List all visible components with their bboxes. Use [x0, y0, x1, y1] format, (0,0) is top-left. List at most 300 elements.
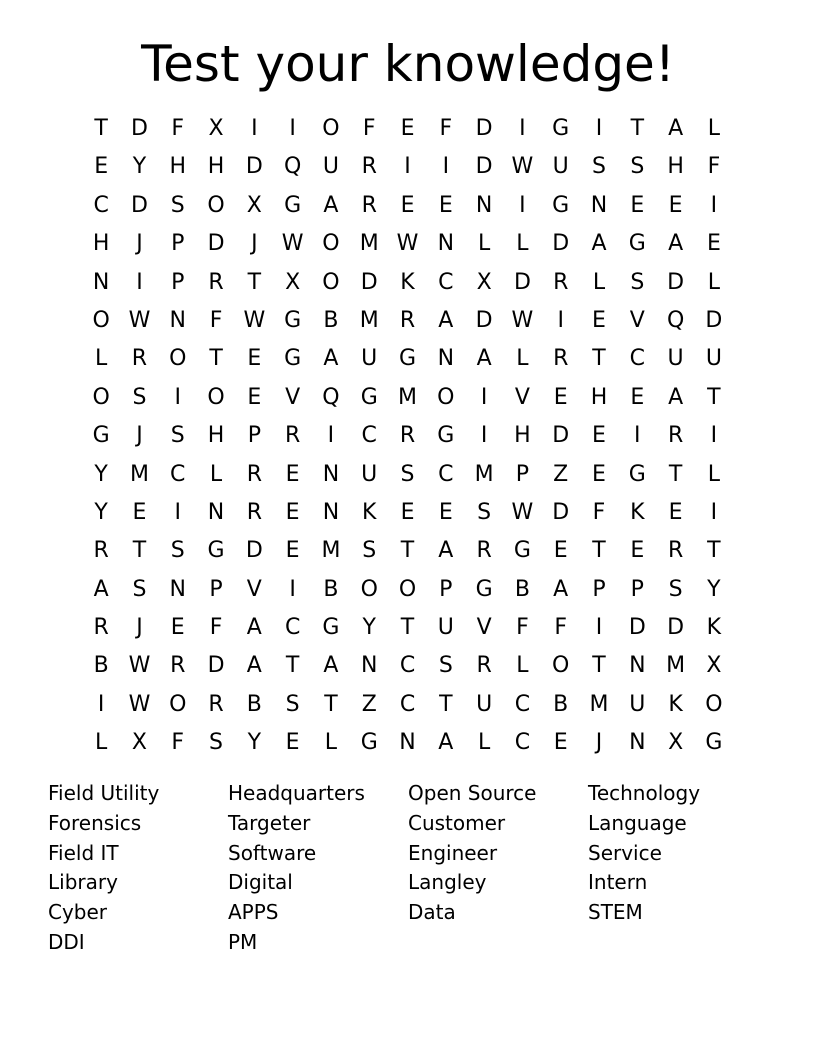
- grid-letter[interactable]: O: [322, 231, 340, 257]
- grid-letter[interactable]: C: [93, 192, 109, 218]
- grid-letter[interactable]: B: [323, 307, 339, 333]
- grid-letter[interactable]: T: [592, 653, 606, 679]
- grid-letter[interactable]: R: [361, 154, 377, 180]
- grid-letter[interactable]: I: [136, 269, 143, 295]
- grid-letter[interactable]: Y: [132, 154, 147, 180]
- grid-letter[interactable]: F: [439, 116, 453, 141]
- grid-letter[interactable]: I: [634, 423, 641, 449]
- word-list-item: Library: [48, 870, 118, 895]
- grid-letter[interactable]: Q: [666, 307, 685, 333]
- grid-letter[interactable]: T: [94, 116, 108, 141]
- grid-letter[interactable]: M: [474, 461, 494, 487]
- grid-letter[interactable]: W: [396, 231, 419, 257]
- grid-letter[interactable]: A: [591, 231, 607, 257]
- grid-letter[interactable]: F: [592, 499, 606, 525]
- grid-letter[interactable]: G: [284, 307, 302, 333]
- grid-letter[interactable]: S: [630, 269, 645, 295]
- grid-letter[interactable]: G: [437, 423, 455, 449]
- grid-letter[interactable]: A: [668, 116, 684, 141]
- word-list-item: Engineer: [408, 840, 498, 865]
- grid-letter[interactable]: W: [281, 231, 304, 257]
- grid-letter[interactable]: T: [592, 538, 606, 564]
- grid-letter[interactable]: U: [629, 691, 646, 717]
- grid-letter[interactable]: P: [630, 576, 644, 602]
- grid-letter[interactable]: H: [667, 154, 684, 180]
- grid-letter[interactable]: L: [516, 653, 529, 679]
- grid-letter[interactable]: J: [595, 730, 603, 756]
- grid-letter[interactable]: B: [553, 691, 569, 717]
- grid-letter[interactable]: V: [514, 384, 530, 410]
- grid-letter[interactable]: R: [667, 538, 684, 564]
- grid-letter[interactable]: T: [132, 538, 147, 564]
- grid-letter[interactable]: A: [553, 576, 569, 602]
- grid-letter[interactable]: A: [668, 384, 684, 410]
- grid-letter[interactable]: E: [630, 192, 645, 218]
- grid-letter[interactable]: T: [285, 653, 300, 679]
- grid-letter[interactable]: E: [285, 538, 300, 564]
- grid-letter[interactable]: C: [399, 653, 416, 679]
- grid-letter[interactable]: K: [630, 499, 645, 525]
- grid-letter[interactable]: Y: [94, 461, 108, 487]
- grid-letter[interactable]: A: [246, 653, 262, 679]
- grid-letter[interactable]: E: [592, 461, 606, 487]
- grid-letter[interactable]: E: [553, 538, 568, 564]
- grid-letter[interactable]: I: [174, 499, 181, 525]
- grid-letter[interactable]: S: [209, 730, 224, 756]
- grid-letter[interactable]: E: [400, 192, 415, 218]
- grid-letter[interactable]: E: [170, 615, 185, 641]
- grid-letter[interactable]: O: [322, 116, 340, 141]
- grid-letter[interactable]: I: [595, 116, 603, 141]
- grid-letter[interactable]: D: [705, 307, 723, 333]
- grid-letter[interactable]: S: [592, 154, 606, 180]
- grid-letter[interactable]: Z: [361, 691, 377, 717]
- word-list-item: Intern: [588, 870, 648, 895]
- grid-letter[interactable]: V: [285, 384, 301, 410]
- grid-letter[interactable]: R: [246, 499, 262, 525]
- grid-letter[interactable]: N: [399, 730, 416, 756]
- grid-letter[interactable]: T: [400, 538, 415, 564]
- grid-letter[interactable]: H: [590, 384, 608, 410]
- grid-letter[interactable]: S: [132, 384, 147, 410]
- grid-letter[interactable]: S: [170, 423, 185, 449]
- grid-letter[interactable]: V: [629, 307, 645, 333]
- grid-letter[interactable]: J: [136, 231, 143, 257]
- grid-letter[interactable]: P: [209, 576, 223, 602]
- grid-letter[interactable]: D: [475, 307, 493, 333]
- grid-letter[interactable]: O: [322, 269, 340, 295]
- grid-letter[interactable]: N: [360, 653, 378, 679]
- grid-letter[interactable]: G: [92, 423, 110, 449]
- word-list-item: APPS: [228, 900, 279, 925]
- grid-letter[interactable]: G: [552, 116, 570, 141]
- grid-letter[interactable]: A: [438, 307, 454, 333]
- grid-letter[interactable]: L: [95, 730, 108, 756]
- grid-letter[interactable]: I: [480, 423, 488, 449]
- grid-letter[interactable]: R: [208, 269, 224, 295]
- grid-letter[interactable]: O: [437, 384, 455, 410]
- grid-letter[interactable]: D: [245, 154, 263, 180]
- grid-letter[interactable]: F: [209, 307, 223, 333]
- grid-letter[interactable]: I: [174, 384, 181, 410]
- grid-letter[interactable]: H: [514, 423, 531, 449]
- grid-letter[interactable]: U: [552, 154, 569, 180]
- grid-letter[interactable]: Q: [322, 384, 340, 410]
- grid-letter[interactable]: A: [323, 653, 339, 679]
- grid-letter[interactable]: N: [169, 576, 186, 602]
- grid-letter[interactable]: A: [668, 231, 684, 257]
- grid-letter[interactable]: F: [554, 615, 568, 641]
- grid-letter[interactable]: G: [705, 730, 723, 756]
- grid-letter[interactable]: E: [630, 538, 645, 564]
- grid-letter[interactable]: V: [476, 615, 492, 641]
- grid-letter[interactable]: A: [438, 730, 454, 756]
- grid-letter[interactable]: R: [476, 538, 492, 564]
- grid-letter[interactable]: U: [476, 691, 493, 717]
- grid-letter[interactable]: X: [246, 192, 262, 218]
- grid-letter[interactable]: T: [209, 346, 223, 372]
- grid-letter[interactable]: C: [170, 461, 186, 487]
- grid-letter[interactable]: Z: [553, 461, 569, 487]
- grid-letter[interactable]: E: [438, 499, 453, 525]
- grid-letter[interactable]: X: [131, 730, 147, 756]
- grid-letter[interactable]: I: [97, 691, 105, 717]
- grid-letter[interactable]: D: [207, 231, 225, 257]
- grid-letter[interactable]: W: [128, 691, 151, 717]
- grid-letter[interactable]: I: [251, 116, 258, 141]
- grid-letter[interactable]: B: [323, 576, 339, 602]
- grid-letter[interactable]: T: [707, 538, 721, 564]
- grid-letter[interactable]: L: [209, 461, 223, 487]
- grid-letter[interactable]: E: [668, 499, 683, 525]
- grid-letter[interactable]: L: [707, 116, 721, 141]
- grid-letter[interactable]: H: [169, 154, 187, 180]
- grid-letter[interactable]: D: [628, 615, 646, 641]
- grid-letter[interactable]: N: [475, 192, 493, 218]
- grid-letter[interactable]: X: [668, 730, 684, 756]
- grid-letter[interactable]: R: [131, 346, 148, 372]
- grid-letter[interactable]: C: [514, 691, 531, 717]
- grid-letter[interactable]: L: [477, 231, 491, 257]
- grid-letter[interactable]: E: [400, 116, 415, 141]
- grid-letter[interactable]: E: [94, 154, 109, 180]
- grid-letter[interactable]: W: [511, 154, 534, 180]
- grid-letter[interactable]: W: [128, 653, 151, 679]
- grid-letter[interactable]: R: [208, 691, 224, 717]
- grid-letter[interactable]: V: [246, 576, 262, 602]
- grid-letter[interactable]: U: [361, 346, 378, 372]
- grid-letter[interactable]: E: [630, 384, 645, 410]
- grid-letter[interactable]: B: [514, 576, 530, 602]
- grid-letter[interactable]: P: [247, 423, 261, 449]
- grid-letter[interactable]: G: [360, 730, 378, 756]
- grid-letter[interactable]: R: [399, 423, 416, 449]
- grid-letter[interactable]: R: [246, 461, 262, 487]
- grid-letter[interactable]: J: [251, 231, 258, 257]
- grid-letter[interactable]: E: [553, 384, 568, 410]
- grid-letter[interactable]: R: [553, 269, 569, 295]
- grid-letter[interactable]: S: [400, 461, 415, 487]
- grid-letter[interactable]: R: [361, 192, 377, 218]
- grid-letter[interactable]: E: [592, 307, 606, 333]
- word-list-item: Targeter: [228, 810, 311, 835]
- grid-letter[interactable]: A: [246, 615, 262, 641]
- grid-letter[interactable]: E: [592, 423, 606, 449]
- grid-letter[interactable]: R: [170, 653, 186, 679]
- grid-letter[interactable]: G: [322, 615, 340, 641]
- grid-letter[interactable]: F: [516, 615, 529, 641]
- grid-letter[interactable]: K: [706, 615, 722, 641]
- grid-letter[interactable]: M: [359, 307, 379, 333]
- grid-letter[interactable]: L: [592, 269, 606, 295]
- grid-letter[interactable]: R: [476, 653, 492, 679]
- grid-letter[interactable]: J: [136, 615, 143, 641]
- grid-letter[interactable]: A: [323, 346, 339, 372]
- grid-letter[interactable]: O: [169, 346, 187, 372]
- grid-letter[interactable]: L: [477, 730, 491, 756]
- grid-letter[interactable]: G: [398, 346, 417, 372]
- grid-letter[interactable]: T: [439, 691, 453, 717]
- grid-letter[interactable]: D: [245, 538, 263, 564]
- grid-letter[interactable]: E: [285, 461, 300, 487]
- grid-letter[interactable]: N: [322, 461, 340, 487]
- grid-letter[interactable]: P: [515, 461, 530, 487]
- grid-letter[interactable]: N: [629, 730, 646, 756]
- grid-letter[interactable]: D: [207, 653, 225, 679]
- grid-letter[interactable]: T: [592, 346, 606, 372]
- grid-letter[interactable]: I: [595, 615, 603, 641]
- grid-letter[interactable]: M: [666, 653, 686, 679]
- grid-letter[interactable]: K: [362, 499, 377, 525]
- grid-letter[interactable]: I: [289, 576, 296, 602]
- grid-letter[interactable]: O: [360, 576, 378, 602]
- grid-letter[interactable]: I: [710, 423, 718, 449]
- grid-letter[interactable]: T: [324, 691, 338, 717]
- grid-letter[interactable]: S: [132, 576, 147, 602]
- grid-letter[interactable]: W: [243, 307, 266, 333]
- grid-letter[interactable]: Y: [707, 576, 721, 602]
- grid-letter[interactable]: M: [359, 231, 379, 257]
- grid-letter[interactable]: I: [442, 154, 450, 180]
- grid-letter[interactable]: L: [324, 730, 338, 756]
- grid-letter[interactable]: C: [629, 346, 645, 372]
- grid-letter[interactable]: P: [171, 269, 185, 295]
- grid-letter[interactable]: S: [477, 499, 492, 525]
- grid-letter[interactable]: O: [705, 691, 723, 717]
- grid-letter[interactable]: G: [552, 192, 570, 218]
- grid-letter[interactable]: I: [404, 154, 411, 180]
- grid-letter[interactable]: I: [710, 192, 718, 218]
- grid-letter[interactable]: E: [247, 384, 262, 410]
- grid-letter[interactable]: U: [322, 154, 339, 180]
- grid-letter[interactable]: E: [285, 730, 300, 756]
- grid-letter[interactable]: N: [590, 192, 608, 218]
- grid-letter[interactable]: X: [706, 653, 722, 679]
- grid-letter[interactable]: W: [511, 307, 534, 333]
- grid-letter[interactable]: A: [438, 538, 454, 564]
- grid-letter[interactable]: D: [552, 423, 570, 449]
- grid-letter[interactable]: G: [628, 461, 646, 487]
- word-list-item: Customer: [408, 810, 506, 835]
- grid-letter[interactable]: N: [437, 231, 455, 257]
- grid-letter[interactable]: N: [437, 346, 455, 372]
- grid-letter[interactable]: P: [592, 576, 606, 602]
- grid-letter[interactable]: G: [628, 231, 646, 257]
- grid-letter[interactable]: U: [667, 346, 684, 372]
- grid-letter[interactable]: D: [513, 269, 531, 295]
- grid-letter[interactable]: E: [247, 346, 262, 372]
- grid-letter[interactable]: E: [400, 499, 415, 525]
- grid-letter[interactable]: N: [92, 269, 110, 295]
- grid-letter[interactable]: G: [360, 384, 378, 410]
- grid-letter[interactable]: F: [171, 730, 185, 756]
- grid-letter[interactable]: O: [207, 384, 225, 410]
- grid-letter[interactable]: X: [476, 269, 492, 295]
- grid-letter[interactable]: T: [400, 615, 415, 641]
- grid-letter[interactable]: R: [93, 538, 109, 564]
- grid-letter[interactable]: O: [92, 307, 110, 333]
- grid-letter[interactable]: I: [519, 192, 526, 218]
- grid-letter[interactable]: H: [207, 423, 225, 449]
- grid-letter[interactable]: T: [630, 116, 645, 141]
- grid-letter[interactable]: I: [327, 423, 335, 449]
- grid-letter[interactable]: U: [705, 346, 722, 372]
- grid-letter[interactable]: N: [629, 653, 646, 679]
- grid-letter[interactable]: R: [284, 423, 301, 449]
- word-list-item: DDI: [48, 929, 85, 954]
- grid-letter[interactable]: I: [289, 116, 296, 141]
- grid-letter[interactable]: M: [129, 461, 149, 487]
- grid-letter[interactable]: O: [552, 653, 570, 679]
- grid-letter[interactable]: Y: [362, 615, 376, 641]
- grid-letter[interactable]: R: [399, 307, 416, 333]
- grid-letter[interactable]: U: [437, 615, 454, 641]
- grid-letter[interactable]: R: [93, 615, 109, 641]
- grid-letter[interactable]: E: [285, 499, 300, 525]
- grid-letter[interactable]: C: [438, 269, 454, 295]
- grid-letter[interactable]: M: [398, 384, 418, 410]
- grid-letter[interactable]: D: [667, 615, 685, 641]
- grid-letter[interactable]: E: [132, 499, 147, 525]
- grid-letter[interactable]: P: [171, 231, 185, 257]
- grid-letter[interactable]: C: [399, 691, 416, 717]
- grid-letter[interactable]: D: [130, 192, 148, 218]
- grid-letter[interactable]: W: [511, 499, 534, 525]
- grid-letter[interactable]: R: [553, 346, 569, 372]
- grid-letter[interactable]: D: [667, 269, 685, 295]
- grid-letter[interactable]: I: [480, 384, 488, 410]
- grid-letter[interactable]: E: [706, 231, 721, 257]
- grid-letter[interactable]: E: [668, 192, 683, 218]
- grid-letter[interactable]: X: [285, 269, 301, 295]
- grid-letter[interactable]: Q: [283, 154, 302, 180]
- grid-letter[interactable]: I: [519, 116, 526, 141]
- grid-letter[interactable]: J: [136, 423, 143, 449]
- grid-letter[interactable]: R: [667, 423, 684, 449]
- grid-letter[interactable]: D: [552, 499, 570, 525]
- grid-letter[interactable]: E: [553, 730, 568, 756]
- grid-letter[interactable]: D: [475, 154, 493, 180]
- grid-letter[interactable]: K: [400, 269, 415, 295]
- grid-letter[interactable]: S: [668, 576, 683, 602]
- grid-letter[interactable]: G: [284, 192, 302, 218]
- grid-letter[interactable]: S: [438, 653, 453, 679]
- grid-letter[interactable]: E: [438, 192, 453, 218]
- grid-letter[interactable]: D: [130, 116, 148, 141]
- grid-letter[interactable]: O: [92, 384, 110, 410]
- grid-letter[interactable]: L: [707, 461, 721, 487]
- grid-letter[interactable]: F: [362, 116, 376, 141]
- grid-letter[interactable]: M: [321, 538, 341, 564]
- grid-letter[interactable]: I: [557, 307, 564, 333]
- grid-letter[interactable]: C: [438, 461, 454, 487]
- word-list-item: Technology: [588, 781, 701, 805]
- grid-letter[interactable]: W: [128, 307, 151, 333]
- grid-letter[interactable]: A: [323, 192, 339, 218]
- grid-letter[interactable]: S: [285, 691, 300, 717]
- grid-letter[interactable]: S: [170, 538, 185, 564]
- grid-letter[interactable]: L: [516, 346, 529, 372]
- letter-grid[interactable]: [82, 110, 733, 763]
- grid-letter[interactable]: M: [589, 691, 609, 717]
- grid-letter[interactable]: B: [93, 653, 109, 679]
- grid-letter[interactable]: O: [207, 192, 225, 218]
- grid-letter[interactable]: H: [207, 154, 225, 180]
- grid-letter[interactable]: K: [668, 691, 683, 717]
- grid-letter[interactable]: D: [475, 116, 493, 141]
- grid-letter[interactable]: H: [92, 231, 110, 257]
- grid-letter[interactable]: U: [361, 461, 378, 487]
- word-list-item: Digital: [228, 870, 293, 895]
- grid-letter[interactable]: I: [710, 499, 718, 525]
- grid-letter[interactable]: X: [208, 116, 224, 141]
- grid-letter[interactable]: C: [514, 730, 531, 756]
- grid-letter[interactable]: F: [209, 615, 223, 641]
- grid-letter[interactable]: L: [95, 346, 108, 372]
- grid-letter[interactable]: C: [361, 423, 377, 449]
- grid-letter[interactable]: T: [668, 461, 683, 487]
- grid-letter[interactable]: G: [475, 576, 493, 602]
- grid-letter[interactable]: A: [476, 346, 492, 372]
- grid-letter[interactable]: Y: [94, 499, 108, 525]
- grid-letter[interactable]: P: [439, 576, 453, 602]
- grid-letter[interactable]: F: [171, 116, 185, 141]
- grid-letter[interactable]: O: [169, 691, 187, 717]
- grid-letter[interactable]: L: [516, 231, 529, 257]
- grid-letter[interactable]: G: [207, 538, 225, 564]
- grid-letter[interactable]: D: [552, 231, 570, 257]
- grid-letter[interactable]: T: [707, 384, 721, 410]
- grid-letter[interactable]: S: [362, 538, 377, 564]
- grid-letter[interactable]: S: [630, 154, 645, 180]
- grid-letter[interactable]: F: [707, 154, 721, 180]
- grid-letter[interactable]: N: [322, 499, 340, 525]
- grid-letter[interactable]: C: [284, 615, 301, 641]
- grid-letter[interactable]: B: [246, 691, 262, 717]
- grid-letter[interactable]: S: [170, 192, 185, 218]
- grid-letter[interactable]: G: [513, 538, 531, 564]
- grid-letter[interactable]: N: [207, 499, 225, 525]
- grid-letter[interactable]: O: [398, 576, 417, 602]
- grid-letter[interactable]: N: [169, 307, 186, 333]
- grid-letter[interactable]: Y: [247, 730, 262, 756]
- grid-letter[interactable]: D: [360, 269, 378, 295]
- grid-letter[interactable]: T: [247, 269, 262, 295]
- grid-letter[interactable]: L: [707, 269, 721, 295]
- grid-letter[interactable]: A: [93, 576, 109, 602]
- grid-letter[interactable]: G: [284, 346, 302, 372]
- word-list-item: Langley: [408, 870, 487, 895]
